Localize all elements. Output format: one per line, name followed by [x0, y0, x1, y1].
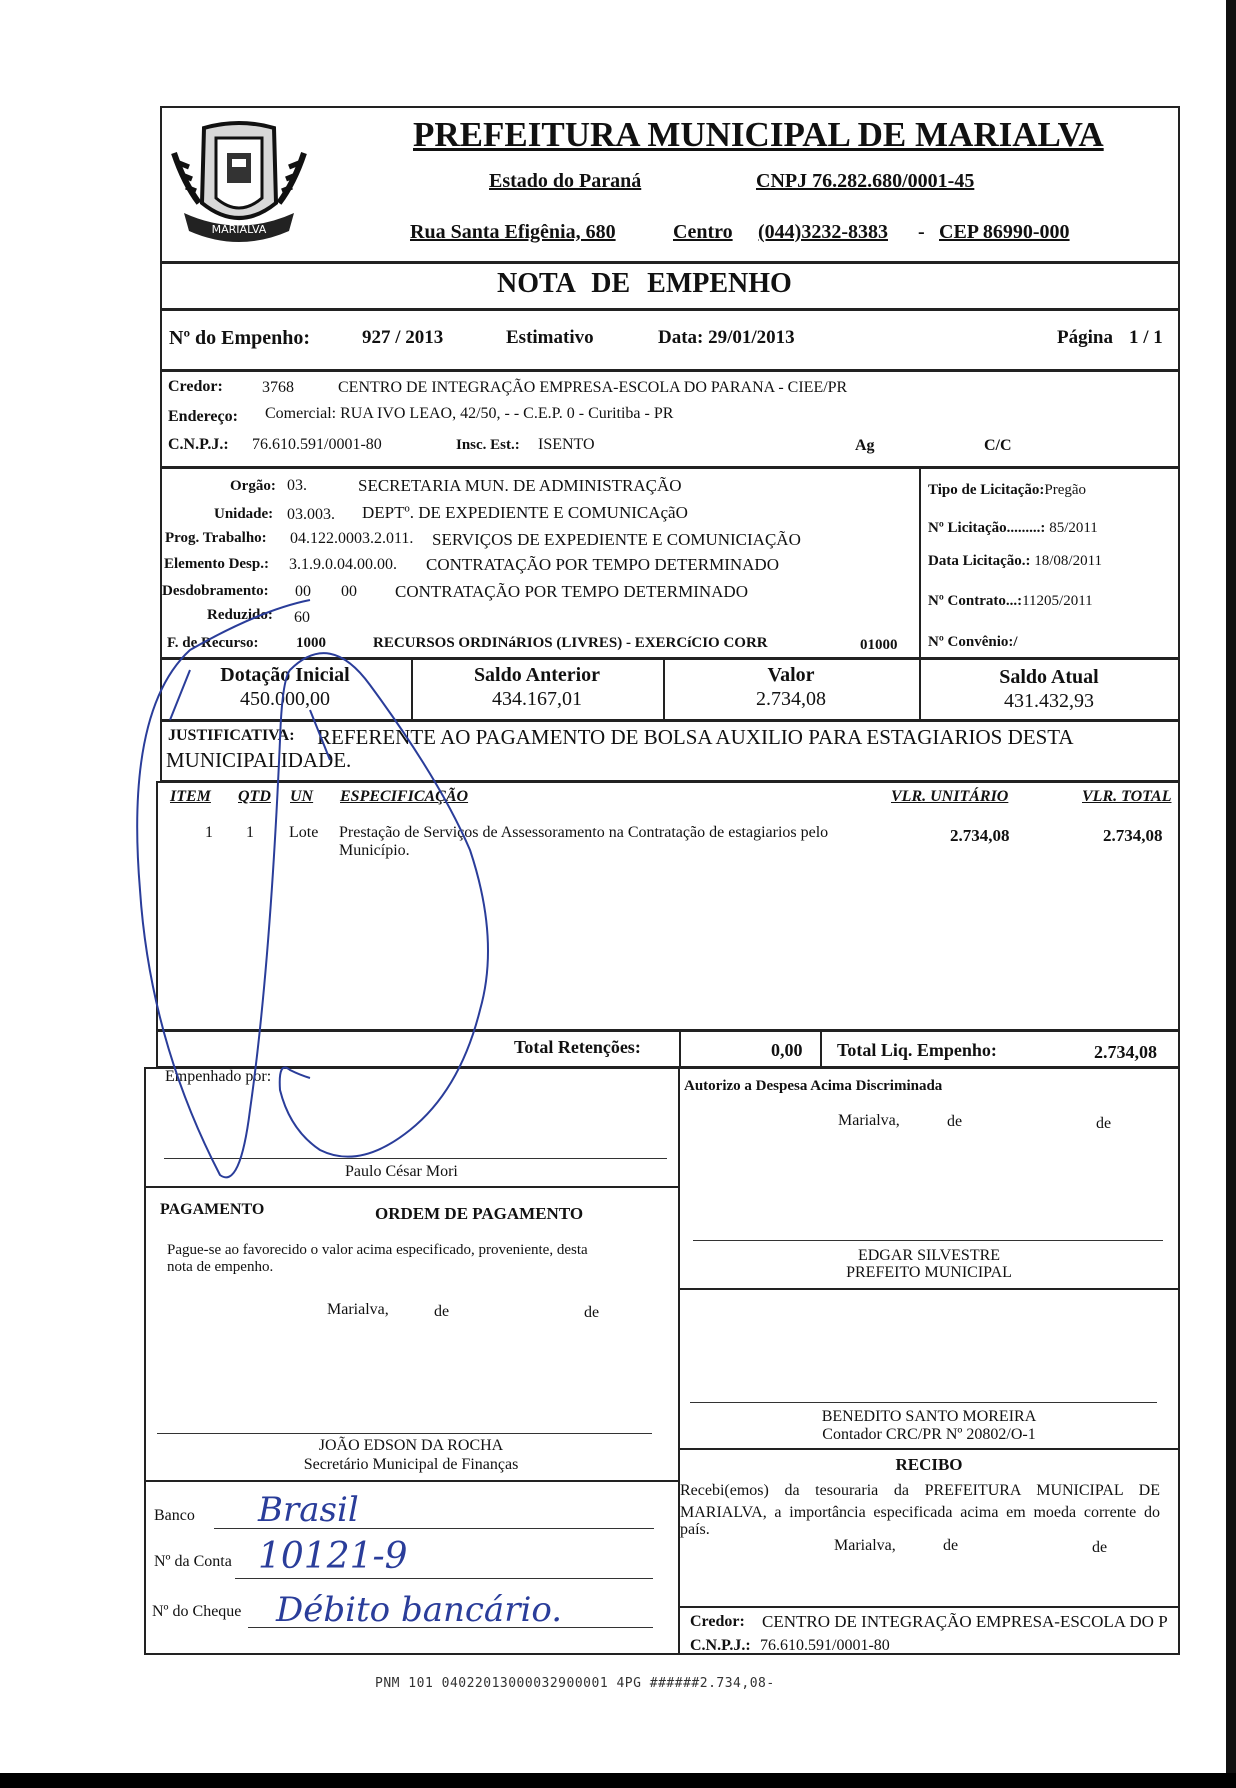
pagamento-de2: de	[584, 1304, 600, 1321]
seal-icon	[164, 113, 314, 263]
pagina-label: Página	[1057, 327, 1113, 348]
prog-cod: 04.122.0003.2.011.	[290, 530, 414, 547]
elemento-label: Elemento Desp.:	[164, 556, 269, 572]
recibo-credor: CENTRO DE INTEGRAÇÃO EMPRESA-ESCOLA DO P	[762, 1612, 1168, 1631]
unidade-cod: 03.003.	[287, 506, 335, 523]
conta-label: Nº da Conta	[154, 1553, 232, 1570]
contrato-label	[928, 593, 1093, 610]
orgao-cod: 03.	[287, 477, 307, 494]
num-licitacao-label	[928, 520, 1098, 537]
empenho-data: Data: 29/01/2013	[658, 327, 795, 348]
cc-label: C/C	[984, 437, 1012, 454]
retencoes-label: Total Retenções:	[514, 1037, 641, 1057]
empenhado-nome: Paulo César Mori	[345, 1163, 458, 1180]
prefeito-sep	[678, 1288, 1180, 1290]
recibo-local: Marialva,	[834, 1537, 896, 1554]
row-qtd: 1	[246, 824, 254, 841]
contador-sep	[678, 1448, 1180, 1450]
desdob: CONTRATAÇÃO POR TEMPO DETERMINADO	[395, 582, 748, 601]
insc: ISENTO	[538, 436, 595, 453]
col-item: ITEM	[170, 788, 211, 805]
prefeito-nome: EDGAR SILVESTRE	[857, 1247, 1001, 1264]
secretario-signature-line	[157, 1433, 652, 1434]
recibo-texto2: MARIALVA, a importância especificada acima em moeda corrente do	[680, 1504, 1160, 1521]
banco-label: Banco	[154, 1507, 195, 1524]
saldo-ant-label: Saldo Anterior	[473, 664, 601, 686]
reduzido: 60	[294, 609, 310, 626]
liq: 2.734,08	[1094, 1042, 1157, 1062]
banco-hand: Brasil	[258, 1490, 359, 1530]
col-un: UN	[290, 788, 314, 805]
col-espec: ESPECIFICAÇÃO	[340, 788, 469, 805]
estado: Estado do Paraná	[489, 170, 642, 192]
data-licitacao-label-text: Data Licitação.:	[928, 553, 1031, 569]
contador-signature-line	[690, 1402, 1157, 1403]
col-vlr-unit: VLR. UNITÁRIO	[891, 788, 1009, 805]
dash: -	[918, 221, 925, 243]
valor: 2.734,08	[756, 688, 826, 710]
secretario-cargo: Secretário Municipal de Finanças	[303, 1456, 519, 1473]
pagamento-de1: de	[434, 1303, 450, 1320]
elemento-cod: 3.1.9.0.04.00.00.	[289, 556, 397, 573]
dotacao: 450.000,00	[240, 688, 330, 710]
seal-ribbon-text: MARIALVA	[211, 223, 267, 236]
pagamento-label: PAGAMENTO	[160, 1201, 265, 1218]
data-licitacao: 18/08/2011	[1034, 553, 1103, 569]
prog: SERVIÇOS DE EXPEDIENTE E COMUNICIAÇÃO	[432, 530, 801, 549]
endereco-label: Endereço:	[168, 408, 238, 425]
autorizo-de1: de	[947, 1113, 963, 1130]
unidade-label: Unidade:	[214, 506, 274, 522]
justificativa-texto2: MUNICIPALIDADE.	[166, 748, 352, 772]
recibo-credor-label: Credor:	[690, 1613, 745, 1630]
scan-edge-right	[1226, 0, 1236, 1788]
pagamento-texto2: nota de empenho.	[167, 1259, 274, 1275]
ordem-pagamento-label: ORDEM DE PAGAMENTO	[375, 1204, 584, 1223]
row-vlr-unit: 2.734,08	[950, 826, 1010, 845]
cnpj-prefeitura: CNPJ 76.282.680/0001-45	[756, 170, 975, 192]
unidade: DEPTº. DE EXPEDIENTE E COMUNICAçãO	[362, 503, 688, 522]
contrato: 11205/2011	[1022, 593, 1093, 609]
signature-scrawl	[130, 590, 510, 1190]
tipo-licitacao-label	[928, 482, 1086, 499]
orgao: SECRETARIA MUN. DE ADMINISTRAÇÃO	[358, 476, 682, 495]
row-espec2: Município.	[339, 842, 410, 859]
credor-cnpj: 76.610.591/0001-80	[252, 436, 382, 453]
justificativa-texto1: REFERENTE AO PAGAMENTO DE BOLSA AUXILIO PARA ESTAGIARIOS DESTA	[317, 725, 1074, 749]
contador-cargo: Contador CRC/PR Nº 20802/O-1	[822, 1426, 1036, 1443]
endereco-prefeitura: Rua Santa Efigênia, 680	[410, 221, 616, 243]
recibo-sep	[678, 1606, 1180, 1608]
desdob-cod1: 00	[295, 583, 311, 600]
cheque-label: Nº do Cheque	[152, 1603, 242, 1620]
row-espec1: Prestação de Serviços de Assessoramento na Contratação de estagiarios pelo	[339, 824, 829, 841]
contador-nome: BENEDITO SANTO MOREIRA	[821, 1408, 1037, 1425]
elemento: CONTRATAÇÃO POR TEMPO DETERMINADO	[426, 555, 779, 574]
contrato-label-text: Nº Contrato...:	[928, 593, 1023, 609]
recibo-texto3: país.	[680, 1521, 710, 1538]
retencoes: 0,00	[771, 1040, 803, 1060]
credor-label: Credor:	[168, 378, 223, 395]
desdob-label: Desdobramento:	[162, 583, 269, 599]
footer-code: PNM 101 04022013000032900001 4PG ######2.734,08-	[375, 1676, 775, 1691]
col-vlr-total: VLR. TOTAL	[1082, 788, 1172, 805]
credor-nome: CENTRO DE INTEGRAÇÃO EMPRESA-ESCOLA DO PARANA - CIEE/PR	[338, 379, 848, 396]
orcamento-divider	[919, 467, 921, 659]
conta-line	[235, 1578, 653, 1579]
convenio-label: Nº Convênio:/	[928, 634, 1018, 650]
prefeitura-title: PREFEITURA MUNICIPAL DE MARIALVA	[413, 115, 1104, 154]
saldo-atual: 431.432,93	[1004, 690, 1094, 712]
recibo-cnpj: 76.610.591/0001-80	[760, 1637, 890, 1654]
saldo-ant: 434.167,01	[492, 688, 582, 710]
orgao-label: Orgão:	[230, 478, 276, 494]
dotacao-label: Dotação Inicial	[220, 664, 350, 686]
num-licitacao-label-text: Nº Licitação.........:	[928, 520, 1046, 536]
fonte-label: F. de Recurso:	[167, 635, 259, 651]
telefone: (044)3232-8383	[758, 221, 888, 243]
totais-div2	[820, 1030, 822, 1068]
empenho-label: Nº do Empenho:	[169, 327, 311, 349]
centro: Centro	[673, 221, 733, 243]
reduzido-label: Reduzido:	[207, 607, 273, 623]
nota-empenho-title: NOTA DE EMPENHO	[497, 268, 792, 299]
recibo-de2: de	[1092, 1539, 1108, 1556]
liq-label: Total Liq. Empenho:	[837, 1040, 997, 1060]
secretario-nome: JOÃO EDSON DA ROCHA	[318, 1437, 504, 1454]
data-licitacao-label	[928, 553, 1102, 570]
autorizo-label: Autorizo a Despesa Acima Discriminada	[684, 1078, 943, 1094]
scan-edge-bottom	[0, 1773, 1236, 1788]
tipo-licitacao-label-text: Tipo de Licitação:	[928, 482, 1045, 498]
ag-label: Ag	[855, 437, 875, 454]
pagamento-texto1: Pague-se ao favorecido o valor acima especificado, proveniente, desta	[167, 1242, 588, 1258]
lower-divider	[678, 1067, 680, 1655]
pagamento-local: Marialva,	[327, 1301, 389, 1318]
col-qtd: QTD	[238, 788, 271, 805]
saldo-atual-label: Saldo Atual	[999, 666, 1099, 688]
credor-codigo: 3768	[262, 379, 294, 396]
recibo-de1: de	[943, 1537, 959, 1554]
empenhado-label: Empenhado por:	[165, 1068, 272, 1085]
empenho-numero: 927 / 2013	[362, 327, 444, 348]
justificativa-label: JUSTIFICATIVA:	[168, 727, 295, 744]
prefeito-signature-line	[693, 1240, 1163, 1241]
prog-label: Prog. Trabalho:	[165, 530, 267, 546]
recibo-texto1: Recebi(emos) da tesouraria da PREFEITURA MUNICIPAL DE	[680, 1482, 1160, 1499]
prefeito-cargo: PREFEITO MUNICIPAL	[846, 1264, 1012, 1281]
fonte: RECURSOS ORDINáRIOS (LIVRES) - EXERCíCIO CORR	[373, 635, 768, 651]
conta-hand: 10121-9	[258, 1536, 408, 1577]
row-item: 1	[205, 824, 213, 841]
autorizo-de2: de	[1096, 1115, 1112, 1132]
totais-div1	[679, 1030, 681, 1068]
recibo-label: RECIBO	[895, 1455, 963, 1474]
fonte-cod2: 01000	[860, 637, 898, 653]
pagina: 1 / 1	[1129, 327, 1163, 348]
valor-label: Valor	[767, 664, 815, 686]
fonte-cod: 1000	[296, 635, 326, 651]
autorizo-local: Marialva,	[838, 1112, 900, 1129]
empenho-tipo: Estimativo	[506, 327, 594, 348]
city-seal	[164, 113, 314, 263]
row-un: Lote	[289, 824, 319, 841]
insc-label: Insc. Est.:	[456, 437, 520, 453]
credor-endereco: Comercial: RUA IVO LEAO, 42/50, - - C.E.P. 0 - Curitiba - PR	[265, 405, 674, 422]
secretario-sep	[144, 1480, 678, 1482]
recibo-cnpj-label: C.N.P.J.:	[690, 1637, 751, 1654]
tipo-licitacao: Pregão	[1044, 482, 1087, 498]
desdob-cod2: 00	[341, 583, 357, 600]
cheque-hand: Débito bancário.	[276, 1590, 563, 1630]
num-licitacao: 85/2011	[1049, 520, 1098, 536]
cep: CEP 86990-000	[939, 221, 1070, 243]
row-vlr-total: 2.734,08	[1103, 826, 1163, 845]
cnpj-label: C.N.P.J.:	[168, 436, 229, 453]
